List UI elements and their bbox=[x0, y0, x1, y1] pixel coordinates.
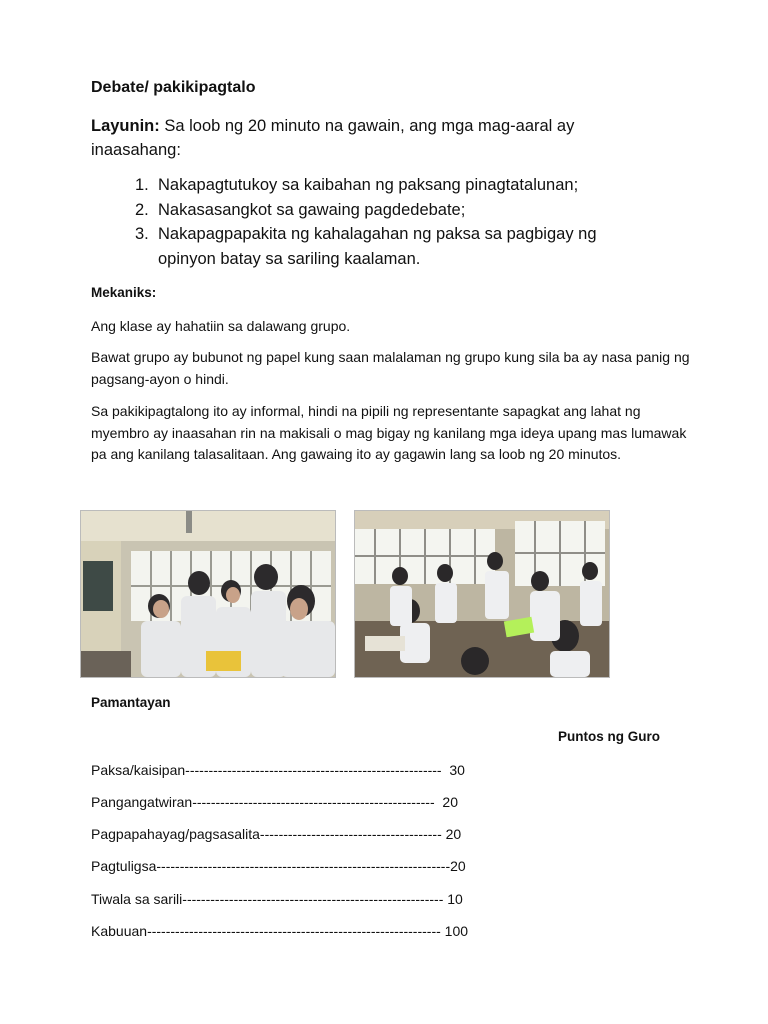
criteria-heading: Pamantayan bbox=[91, 695, 171, 710]
criteria-points: 20 bbox=[445, 826, 462, 842]
page-title: Debate/ pakikipagtalo bbox=[91, 79, 256, 96]
objective-text: Sa loob ng 20 minuto na gawain, ang mga mag-aaral ay inaasahang: bbox=[91, 117, 575, 159]
list-text: Nakapagpapakita ng kahalagahan ng paksa sa pagbigay ng opinyon batay sa sariling kaalaman. bbox=[158, 225, 597, 268]
objective-label: Layunin: bbox=[91, 117, 160, 135]
criteria-points: 20 bbox=[442, 794, 458, 810]
criteria-points: 20 bbox=[450, 858, 466, 874]
mechanics-heading: Mekaniks: bbox=[91, 285, 157, 300]
criteria-leader: --------------------------------------------------------------- bbox=[147, 923, 445, 939]
score-heading: Puntos ng Guro bbox=[558, 729, 660, 744]
criteria-row bbox=[91, 825, 531, 843]
list-number: 2. bbox=[135, 200, 149, 219]
list-text: Nakasasangkot sa gawaing pagdedebate; bbox=[158, 200, 466, 219]
criteria-leader: ------------------------------------------------------- bbox=[185, 762, 450, 778]
goals-list bbox=[135, 173, 658, 271]
criteria-name: Pagtuligsa bbox=[91, 858, 157, 874]
list-number: 3. bbox=[135, 225, 149, 243]
criteria-name: Tiwala sa sarili bbox=[91, 891, 183, 907]
criteria-name: Kabuuan bbox=[91, 923, 148, 939]
list-item bbox=[135, 222, 658, 271]
criteria-points: 100 bbox=[444, 923, 469, 939]
criteria-leader: ---------------------------------------------------- bbox=[192, 794, 443, 810]
criteria-row bbox=[91, 761, 531, 779]
criteria-points: 30 bbox=[449, 762, 465, 778]
mechanics-paragraph: Ang klase ay hahatiin sa dalawang grupo. bbox=[91, 318, 351, 334]
criteria-leader: -------------------------------------------------------- bbox=[182, 891, 448, 907]
list-item bbox=[135, 173, 658, 198]
mechanics-paragraph: Sa pakikipagtalong ito ay informal, hindi na pipili ng representante sapagkat ang lahat ng myembro ay inaasahan rin na makisali o mag bigay ng kanilang mga ideya upang mas lumawak pa ang kanilang talasalitaan. Ang gawaing ito ay gagawin lang sa loob ng 20 minutos. bbox=[91, 403, 687, 462]
criteria-row bbox=[91, 793, 531, 811]
criteria-row bbox=[91, 890, 531, 908]
classroom-photo-right bbox=[354, 510, 610, 678]
objective-paragraph bbox=[91, 114, 651, 162]
criteria-name: Paksa/kaisipan bbox=[91, 762, 186, 778]
list-text: Nakapagtutukoy sa kaibahan ng paksang pinagtatalunan; bbox=[158, 176, 579, 194]
criteria-name: Pangangatwiran bbox=[91, 794, 193, 810]
list-item bbox=[135, 198, 658, 223]
criteria-leader: --------------------------------------------------------------- bbox=[156, 858, 451, 874]
criteria-points: 10 bbox=[447, 891, 463, 907]
criteria-row bbox=[91, 922, 531, 940]
classroom-photo-left bbox=[80, 510, 336, 678]
criteria-leader: --------------------------------------- bbox=[259, 826, 446, 842]
criteria-name: Pagpapahayag/pagsasalita bbox=[91, 826, 260, 842]
list-number: 1. bbox=[135, 176, 149, 194]
criteria-row bbox=[91, 857, 531, 875]
mechanics-paragraph: Bawat grupo ay bubunot ng papel kung saan malalaman ng grupo kung sila ba ay nasa panig ng pagsang-ayon o hindi. bbox=[91, 349, 690, 387]
